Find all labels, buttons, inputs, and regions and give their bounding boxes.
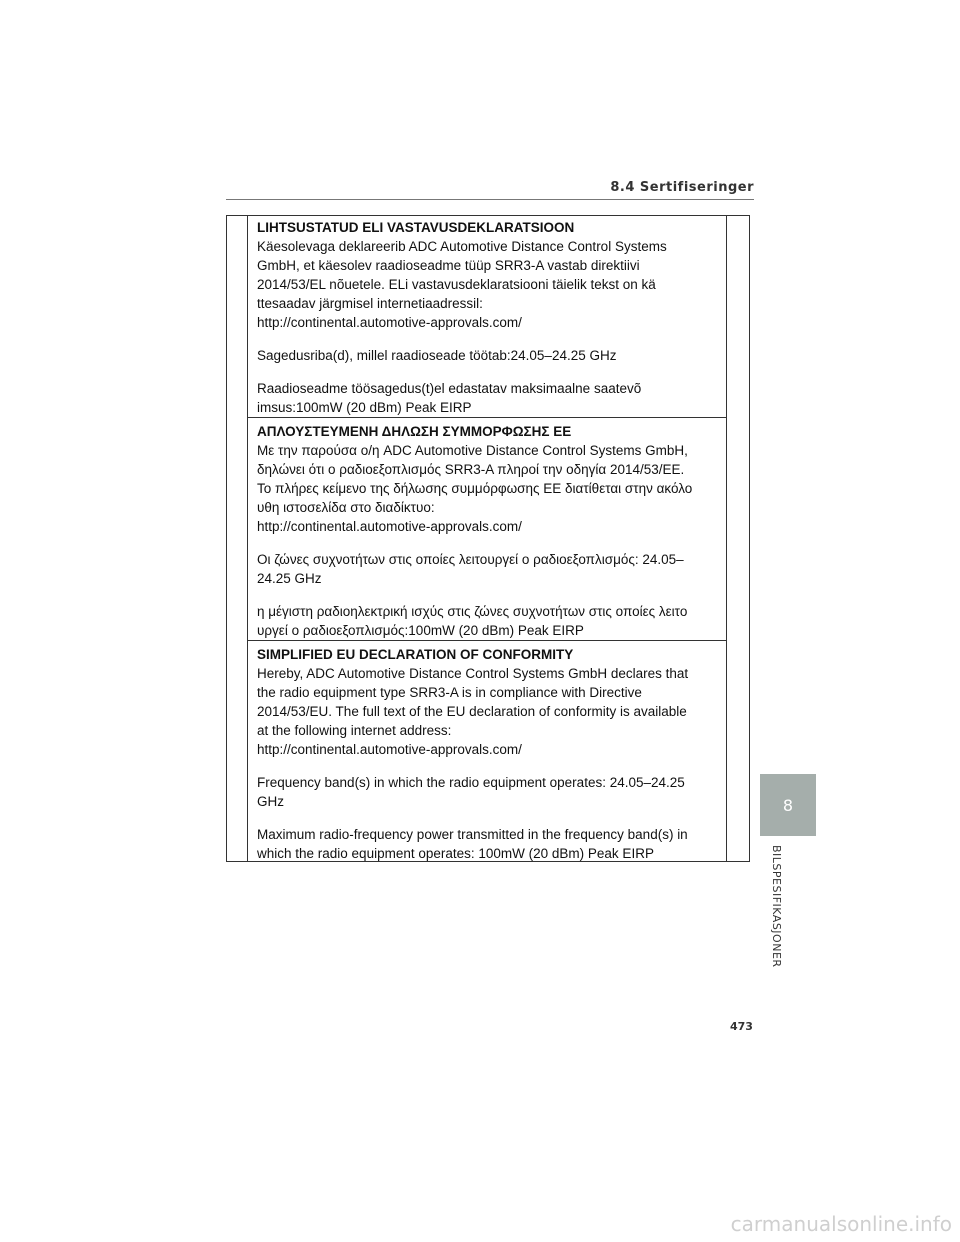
url-text: http://continental.automotive-approvals.com/ (257, 742, 522, 757)
body-text-line: 2014/53/EU. The full text of the EU declaration of conformity is available (257, 704, 687, 719)
body-text-line: 24.25 GHz (257, 571, 322, 586)
table-left-column-line (247, 216, 248, 861)
body-text-line: Hereby, ADC Automotive Distance Control Systems GmbH declares that (257, 666, 689, 681)
paragraph-gap (257, 332, 723, 346)
body-text-line: GHz (257, 794, 284, 809)
section-estonian (257, 218, 723, 417)
body-text-line: Frequency band(s) in which the radio equipment operates: 24.05–24.25 (257, 775, 685, 790)
body-text-line: ttesaadav järgmisel internetiaadressil: (257, 296, 483, 311)
section-divider (247, 417, 726, 418)
body-text-line: 2014/53/EL nõuetele. ELi vastavusdeklaratsiooni täielik tekst on kä (257, 277, 656, 292)
declarations-table (226, 215, 750, 862)
paragraph-gap (257, 759, 723, 773)
paragraph-gap (257, 536, 723, 550)
url-text: http://continental.automotive-approvals.com/ (257, 519, 522, 534)
body-text-line: δηλώνει ότι ο ραδιοεξοπλισμός SRR3-A πληροί την οδηγία 2014/53/ΕΕ. (257, 462, 685, 477)
body-text-line: the radio equipment type SRR3-A is in compliance with Directive (257, 685, 642, 700)
section-heading: ΑΠΛΟΥΣΤΕΥΜΕΝΗ ΔΗΛΩΣΗ ΣΥΜΜΟΡΦΩΣΗΣ ΕΕ (257, 424, 572, 439)
body-text-line: υθη ιστοσελίδα στο διαδίκτυο: (257, 500, 435, 515)
body-text-line: Sagedusriba(d), millel raadioseade töötab:24.05–24.25 GHz (257, 348, 617, 363)
header-rule (226, 199, 754, 200)
body-text-line: Käesolevaga deklareerib ADC Automotive Distance Control Systems (257, 239, 667, 254)
paragraph-gap (257, 588, 723, 602)
section-greek (257, 422, 723, 640)
body-text-line: which the radio equipment operates: 100mW (20 dBm) Peak EIRP (257, 846, 654, 861)
paragraph-gap (257, 811, 723, 825)
body-text-line: GmbH, et käesolev raadioseadme tüüp SRR3-A vastab direktiivi (257, 258, 640, 273)
body-text-line: at the following internet address: (257, 723, 452, 738)
section-english (257, 645, 723, 863)
body-text-line: Το πλήρες κείμενο της δήλωσης συμμόρφωσης ΕΕ διατίθεται στην ακόλο (257, 481, 693, 496)
chapter-number: 8 (782, 795, 794, 815)
url-text: http://continental.automotive-approvals.com/ (257, 315, 522, 330)
section-title: 8.4 Sertifiseringer (610, 180, 754, 195)
watermark: carmanualsonline.info (730, 1212, 952, 1236)
section-heading: SIMPLIFIED EU DECLARATION OF CONFORMITY (257, 647, 574, 662)
chapter-label: BILSPESIFIKASJONER (770, 845, 783, 968)
body-text-line: υργεί ο ραδιοεξοπλισμός:100mW (20 dBm) Peak EIRP (257, 623, 584, 638)
section-divider (247, 640, 726, 641)
section-heading: LIHTSUSTATUD ELI VASTAVUSDEKLARATSIOON (257, 220, 575, 235)
body-text-line: imsus:100mW (20 dBm) Peak EIRP (257, 400, 472, 415)
body-text-line: Maximum radio-frequency power transmitted in the frequency band(s) in (257, 827, 688, 842)
body-text-line: Raadioseadme töösagedus(t)el edastatav maksimaalne saatevõ (257, 381, 642, 396)
body-text-line: Με την παρούσα ο/η ADC Automotive Distance Control Systems GmbH, (257, 443, 688, 458)
body-text-line: η μέγιστη ραδιοηλεκτρική ισχύς στις ζώνες συχνοτήτων στις οποίες λειτο (257, 604, 688, 619)
table-right-column-line (726, 216, 727, 861)
page-number: 473 (730, 1020, 753, 1033)
paragraph-gap (257, 365, 723, 379)
body-text-line: Οι ζώνες συχνοτήτων στις οποίες λειτουργεί ο ραδιοεξοπλισμός: 24.05– (257, 552, 684, 567)
chapter-tab (760, 774, 816, 836)
